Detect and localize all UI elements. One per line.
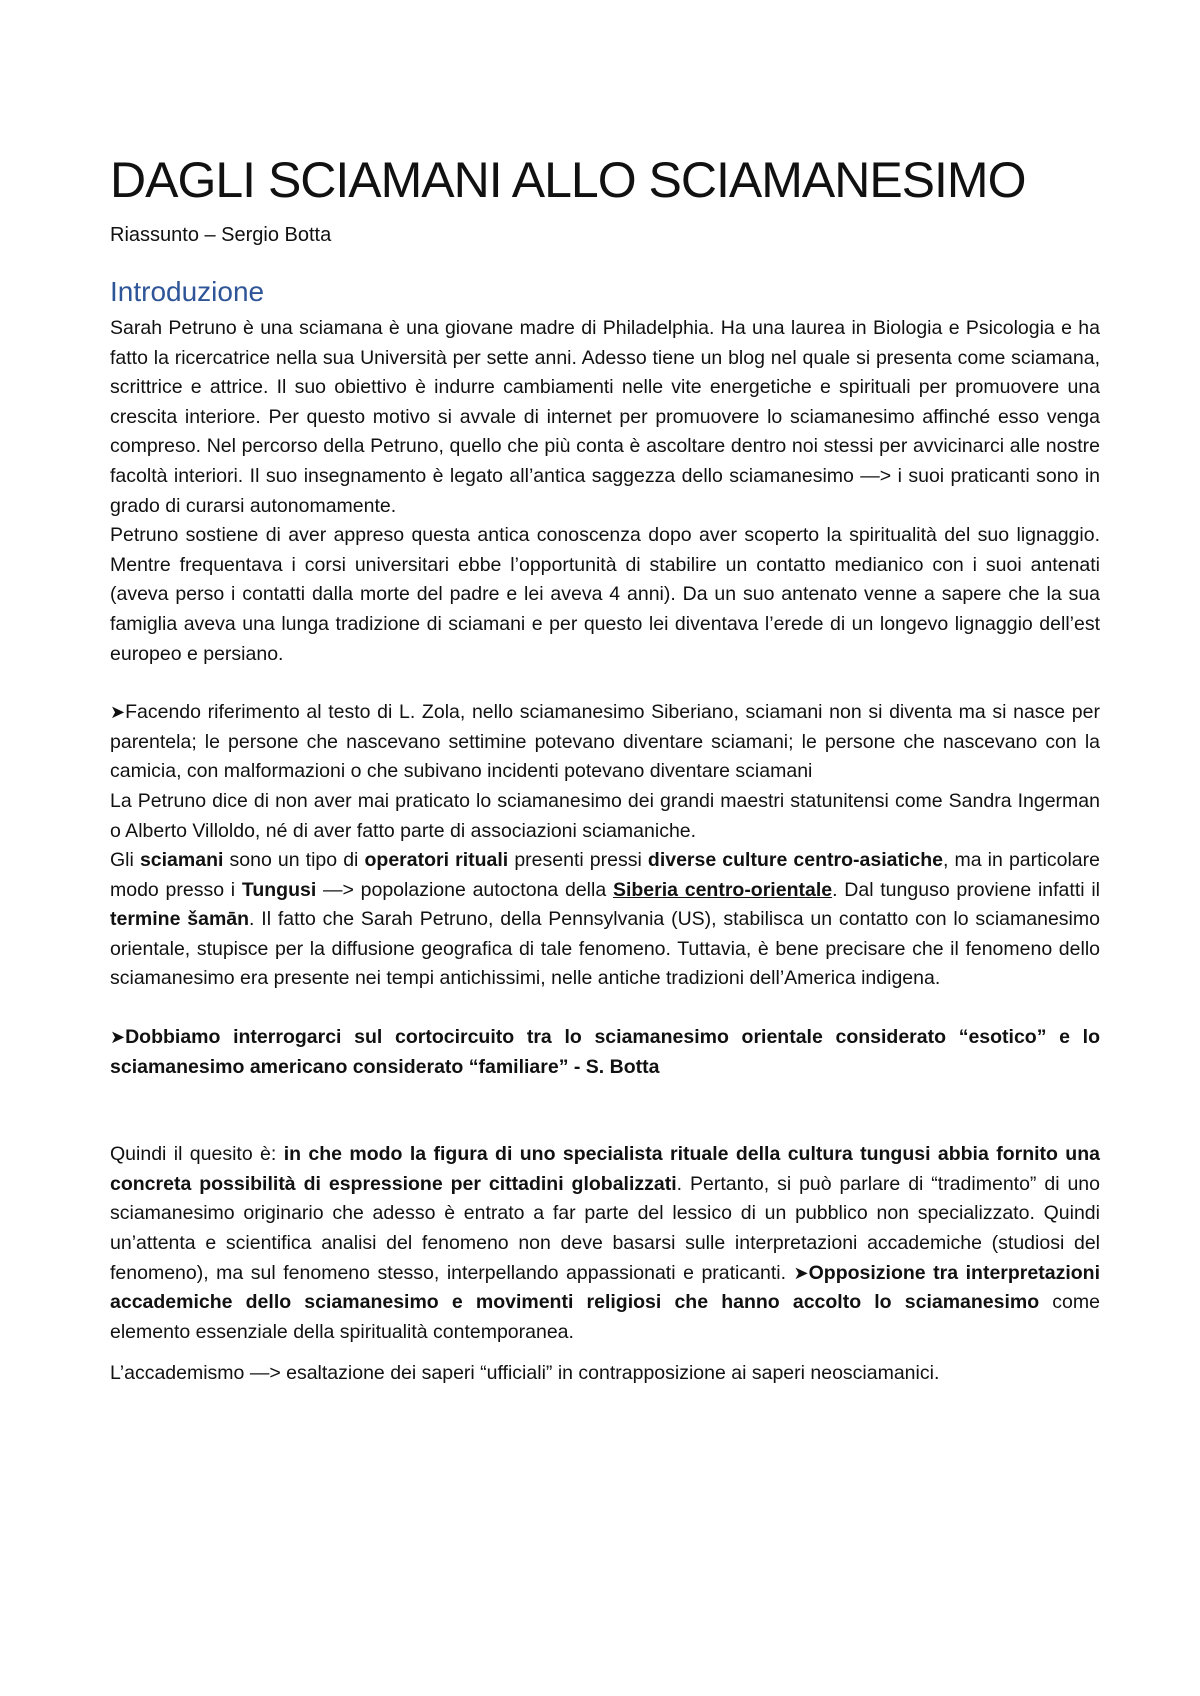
- paragraph-3-text: Facendo riferimento al testo di L. Zola, nello sciamanesimo Siberiano, sciamani non si diventa ma si nasce per parentela; le persone che nascevano settimine potevano diventare sciamani; le persone che nascevano con la camicia, con malformazioni o che subivano incidenti potevano diventare sciamani: [110, 701, 1100, 783]
- spacer: [110, 994, 1100, 1023]
- paragraph-3: [110, 698, 1100, 787]
- paragraph-6-quote: [110, 1023, 1100, 1082]
- arrow-bullet-icon: ➤: [110, 1027, 126, 1048]
- paragraph-6-text: Dobbiamo interrogarci sul cortocircuito tra lo sciamanesimo orientale considerato “esotico” e lo sciamanesimo americano considerato “familiare” - S. Botta: [110, 1026, 1100, 1078]
- spacer: [110, 1082, 1100, 1140]
- arrow-bullet-icon: ➤: [793, 1262, 809, 1283]
- spacer: [110, 1347, 1100, 1359]
- text-run: sono un tipo di: [223, 849, 365, 872]
- text-run: presenti pressi: [508, 849, 648, 872]
- paragraph-2: Petruno sostiene di aver appreso questa antica conoscenza dopo aver scoperto la spiritualità del suo lignaggio. Mentre frequentava i corsi universitari ebbe l’opportunità di stabilire un contatto medianico con i suoi antenati (aveva perso i contatti dalla morte del padre e lei aveva 4 anni). Da un suo antenato venne a sapere che la sua famiglia aveva una lunga tradizione di sciamani e per questo lei diventava l’erede di un longevo lignaggio dell’est europeo e persiano.: [110, 524, 1100, 665]
- text-run: Gli: [110, 849, 140, 872]
- bold-underlined-run: Siberia centro-orientale: [612, 878, 833, 901]
- paragraph-7: [110, 1140, 1100, 1347]
- text-run: come elemento essenziale della spiritualità contemporanea.: [110, 1291, 1100, 1343]
- text-run: , ma in particolare modo presso i: [110, 849, 1100, 901]
- section-heading-introduzione: Introduzione: [110, 276, 265, 307]
- bold-run: Opposizione tra interpretazioni accademiche dello sciamanesimo e movimenti religiosi che hanno accolto lo sciamanesimo: [110, 1261, 1100, 1314]
- spacer: [110, 669, 1100, 698]
- paragraph-4: La Petruno dice di non aver mai praticato lo sciamanesimo dei grandi maestri statunitensi come Sandra Ingerman o Alberto Villoldo, né di aver fatto parte di associazioni sciamaniche.: [110, 789, 1100, 842]
- document-subtitle: Riassunto – Sergio Botta: [110, 224, 332, 246]
- bold-run: termine šamān: [110, 908, 250, 931]
- paragraph-1: Sarah Petruno è una sciamana è una giovane madre di Philadelphia. Ha una laurea in Biologia e Psicologia e ha fatto la ricercatrice nella sua Università per sette anni. Adesso tiene un blog nel quale si presenta come sciamana, scrittrice e attrice. Il suo obiettivo è indurre cambiamenti nelle vite energetiche e spirituali per promuovere una crescita interiore. Per questo motivo si avvale di internet per promuovere lo sciamanesimo affinché esso venga compreso. Nel percorso della Petruno, quello che più conta è ascoltare dentro noi stessi per avvicinarci alle nostre facoltà interiori. Il suo insegnamento è legato all’antica saggezza dello sciamanesimo —> i suoi praticanti sono in grado di curarsi autonomamente.: [110, 317, 1100, 517]
- text-run: —> popolazione autoctona della: [316, 878, 613, 901]
- text-run: Quindi il quesito è:: [110, 1143, 284, 1166]
- text-run: . Il fatto che Sarah Petruno, della Pennsylvania (US), stabilisca un contatto con lo sciamanesimo orientale, stupisce per la diffusione geografica di tale fenomeno. Tuttavia, è bene precisare che il fenomeno dello sciamanesimo era presente nei tempi antichissimi, nelle antiche tradizioni dell’America indigena.: [110, 908, 1100, 990]
- text-run: . Dal tunguso proviene infatti il: [832, 878, 1100, 901]
- bold-run: sciamani: [139, 849, 224, 872]
- arrow-bullet-icon: ➤: [110, 702, 126, 723]
- bold-run: diverse culture centro-asiatiche: [647, 849, 943, 872]
- bold-run: operatori rituali: [364, 849, 509, 872]
- bold-run: Tungusi: [241, 878, 317, 901]
- bold-run: in che modo la figura di uno specialista rituale della cultura tungusi abbia fornito una concreta possibilità di espressione per cittadini globalizzati: [110, 1143, 1100, 1195]
- paragraph-8: L’accademismo —> esaltazione dei saperi “ufficiali” in contrapposizione ai saperi neosciamanici.: [110, 1362, 940, 1385]
- document-title: DAGLI SCIAMANI ALLO SCIAMANESIMO: [110, 152, 1026, 208]
- text-run: . Pertanto, si può parlare di “tradimento” di uno sciamanesimo originario che adesso è entrato a far parte del lessico di un pubblico non specializzato. Quindi un’attenta e scientifica analisi del fenomeno non deve basarsi sulle interpretazioni accademiche (studiosi del fenomeno), ma sul fenomeno stesso, interpellando appassionati e praticanti.: [110, 1172, 1100, 1284]
- paragraph-5: [110, 846, 1100, 994]
